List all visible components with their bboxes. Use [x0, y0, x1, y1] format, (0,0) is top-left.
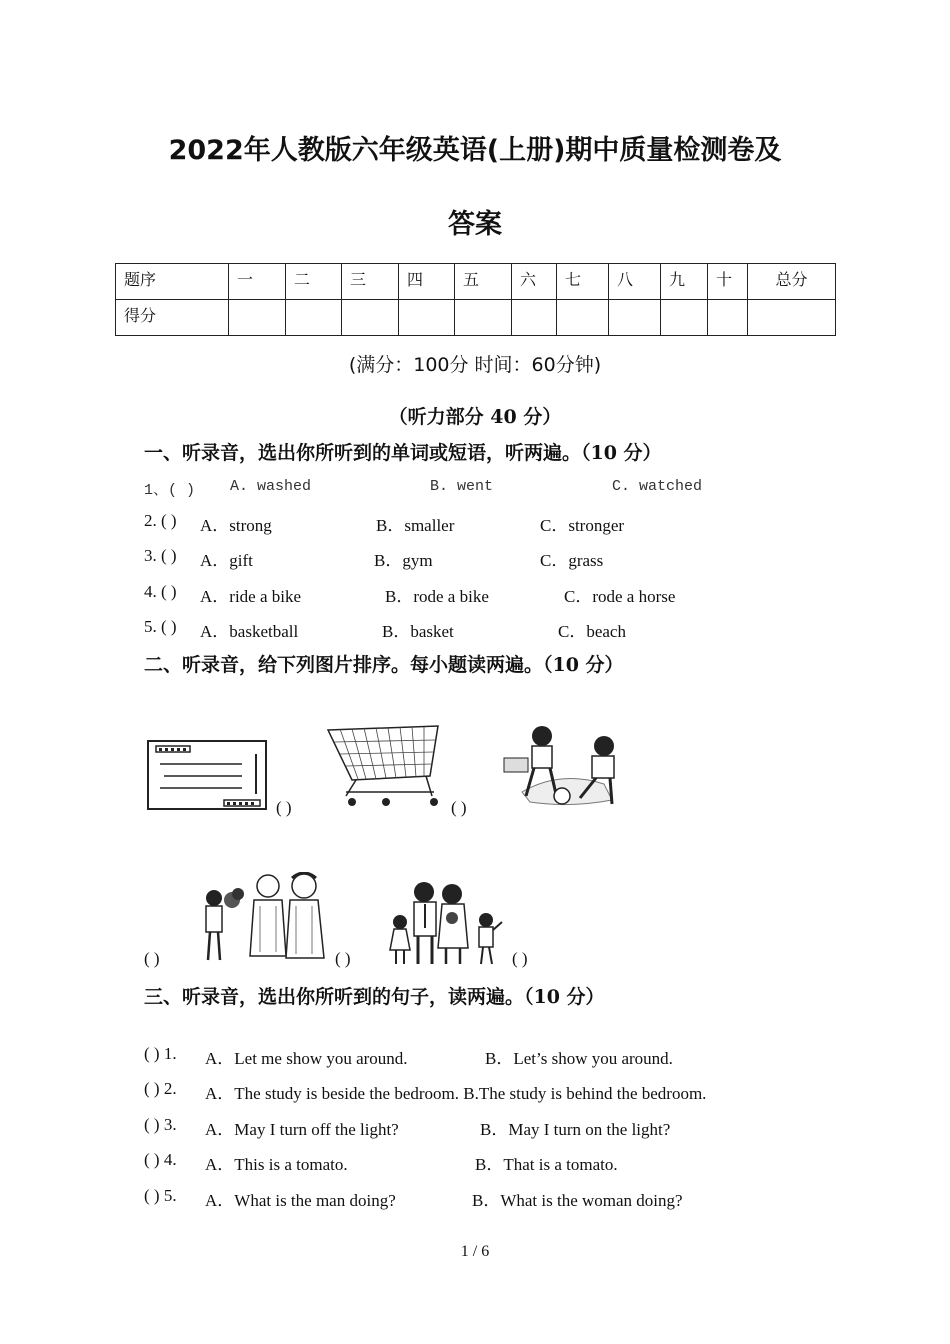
- option-a: A．The study is beside the bedroom. B.The study is behind the bedroom.: [205, 1084, 707, 1103]
- option-a: A．This is a tomato.: [205, 1155, 348, 1174]
- shopping-cart-picture: [326, 722, 442, 810]
- table-cell: 总分: [748, 264, 836, 300]
- table-cell: 得分: [116, 300, 229, 336]
- option-b: B．That is a tomato.: [475, 1155, 618, 1174]
- option-b: B. went: [430, 478, 494, 495]
- table-cell: 七: [557, 264, 609, 300]
- score-cell[interactable]: [609, 300, 661, 336]
- table-cell: 九: [661, 264, 708, 300]
- question-number[interactable]: 3. ( ): [144, 546, 177, 565]
- listening-part-label: （听力部分 40 分）: [388, 406, 562, 428]
- answer-blank[interactable]: ( ): [144, 949, 160, 968]
- option-a: A．basketball: [200, 622, 299, 641]
- table-cell: 五: [455, 264, 512, 300]
- boys-playing-football-picture: [500, 722, 624, 810]
- option-a: A. washed: [230, 478, 312, 495]
- postcard-picture: [146, 738, 270, 812]
- table-cell: 八: [609, 264, 661, 300]
- option-a: A．What is the man doing?: [205, 1191, 396, 1210]
- option-b: B．smaller: [376, 516, 455, 535]
- section-1-heading: 一、听录音，选出你所听到的单词或短语，听两遍。（10 分）: [144, 442, 662, 464]
- option-a: A．strong: [200, 516, 272, 535]
- option-c: C. watched: [612, 478, 703, 495]
- section-2-heading: 二、听录音，给下列图片排序。每小题读两遍。（10 分）: [144, 654, 624, 676]
- option-b: B．rode a bike: [385, 587, 489, 606]
- table-cell: 题序: [116, 264, 229, 300]
- option-c: C．beach: [558, 622, 626, 641]
- score-table: [115, 263, 836, 336]
- question-number[interactable]: ( ) 3.: [144, 1115, 177, 1134]
- score-cell[interactable]: [512, 300, 557, 336]
- question-number[interactable]: 5. ( ): [144, 617, 177, 636]
- score-table-score-row: [116, 300, 836, 336]
- table-cell: 四: [399, 264, 455, 300]
- score-cell[interactable]: [399, 300, 455, 336]
- option-a: A．Let me show you around.: [205, 1049, 408, 1068]
- question-number[interactable]: ( ) 4.: [144, 1150, 177, 1169]
- option-b: B．Let’s show you around.: [485, 1049, 673, 1068]
- table-cell: 二: [286, 264, 342, 300]
- page-title: 2022年人教版六年级英语(上册)期中质量检测卷及: [168, 135, 782, 166]
- question-number[interactable]: ( ) 2.: [144, 1079, 177, 1098]
- score-cell[interactable]: [661, 300, 708, 336]
- option-b: B．What is the woman doing?: [472, 1191, 683, 1210]
- option-c: C．rode a horse: [564, 587, 676, 606]
- option-b: B．basket: [382, 622, 454, 641]
- score-cell[interactable]: [342, 300, 399, 336]
- score-cell[interactable]: [229, 300, 286, 336]
- option-a: A．May I turn off the light?: [205, 1120, 399, 1139]
- table-cell: 一: [229, 264, 286, 300]
- score-cell[interactable]: [557, 300, 609, 336]
- page-title-continued: 答案: [448, 209, 502, 240]
- option-a: A．ride a bike: [200, 587, 302, 606]
- family-picture: [384, 878, 508, 966]
- answer-blank[interactable]: ( ): [335, 949, 351, 968]
- table-cell: 十: [708, 264, 748, 300]
- question-number[interactable]: 1、( ): [144, 482, 196, 499]
- option-a: A．gift: [200, 551, 253, 570]
- score-cell[interactable]: [748, 300, 836, 336]
- question-number[interactable]: 4. ( ): [144, 582, 177, 601]
- section-3-heading: 三、听录音，选出你所听到的句子，读两遍。（10 分）: [144, 986, 605, 1008]
- score-cell[interactable]: [286, 300, 342, 336]
- full-score-time: (满分：100分 时间：60分钟): [348, 354, 602, 376]
- answer-blank[interactable]: ( ): [451, 798, 467, 817]
- score-cell[interactable]: [708, 300, 748, 336]
- answer-blank[interactable]: ( ): [276, 798, 292, 817]
- option-b: B．gym: [374, 551, 433, 570]
- option-c: C．grass: [540, 551, 604, 570]
- option-c: C．stronger: [540, 516, 625, 535]
- page-number: 1 / 6: [460, 1243, 490, 1260]
- question-number[interactable]: ( ) 5.: [144, 1186, 177, 1205]
- question-number[interactable]: ( ) 1.: [144, 1044, 177, 1063]
- boy-with-grandparents-picture: [196, 872, 338, 964]
- table-cell: 三: [342, 264, 399, 300]
- question-number[interactable]: 2. ( ): [144, 511, 177, 530]
- answer-blank[interactable]: ( ): [512, 949, 528, 968]
- option-b: B．May I turn on the light?: [480, 1120, 671, 1139]
- table-cell: 六: [512, 264, 557, 300]
- score-table-header-row: [116, 264, 836, 300]
- score-cell[interactable]: [455, 300, 512, 336]
